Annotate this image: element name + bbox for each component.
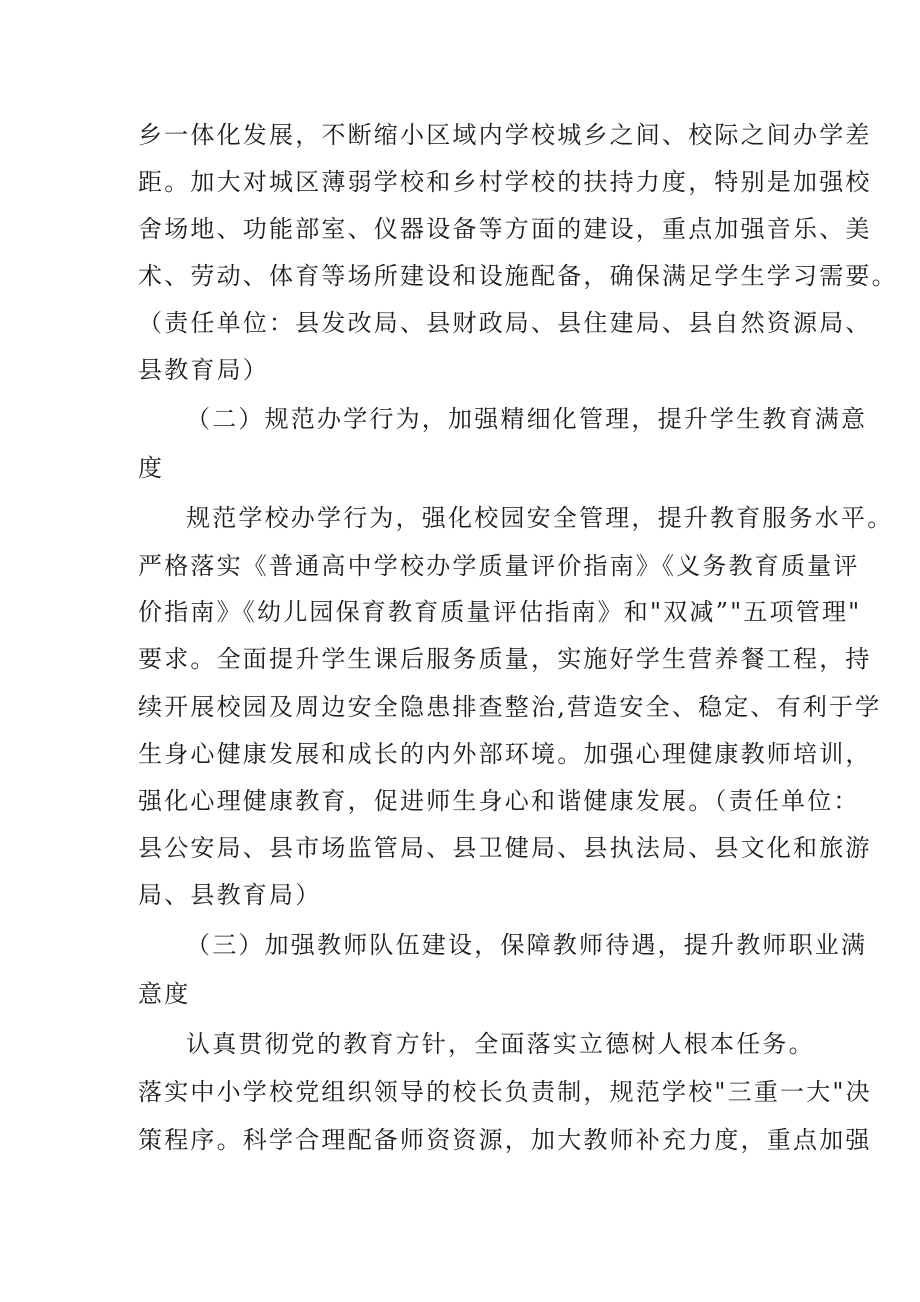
heading-line: （二）规范办学行为，加强精细化管理，提升学生教育满意 <box>186 405 868 433</box>
text-line: 生身心健康发展和成长的内外部环境。加强心理健康教师培训， <box>138 740 872 768</box>
text-line: 规范学校办学行为，强化校园安全管理，提升教育服务水平。 <box>186 504 894 532</box>
text-line: 落实中小学校党组织领导的校长负责制，规范学校"三重一大"决 <box>138 1078 872 1106</box>
text-line: 强化心理健康教育，促进师生身心和谐健康发展。（责任单位： <box>138 787 860 815</box>
text-line: （责任单位：县发改局、县财政局、县住建局、县自然资源局、 <box>138 309 872 337</box>
text-line: 要求。全面提升学生课后服务质量，实施好学生营养餐工程，持 <box>138 645 872 673</box>
text-line: 价指南》《幼儿园保育教育质量评估指南》和"双减”"五项管理" <box>138 598 862 626</box>
heading-line: 度 <box>138 454 165 482</box>
text-line: 县公安局、县市场监管局、县卫健局、县执法局、县文化和旅游 <box>138 834 872 862</box>
text-line: 策程序。科学合理配备师资资源，加大教师补充力度，重点加强 <box>138 1126 872 1154</box>
text-line: 续开展校园及周边安全隐患排查整治,营造安全、稳定、有利于学 <box>138 693 882 721</box>
text-line: 舍场地、功能部室、仪器设备等方面的建设，重点加强音乐、美 <box>138 215 872 243</box>
text-line: 局、县教育局） <box>138 881 322 909</box>
text-line: 严格落实《普通高中学校办学质量评价指南》《义务教育质量评 <box>138 552 860 580</box>
text-line: 县教育局） <box>138 356 269 384</box>
text-line: 乡一体化发展，不断缩小区域内学校城乡之间、校际之间办学差 <box>138 121 872 149</box>
heading-line: 意度 <box>138 980 191 1008</box>
heading-line: （三）加强教师队伍建设，保障教师待遇，提升教师职业满 <box>186 931 868 959</box>
text-line: 认真贯彻党的教育方针，全面落实立德树人根本任务。 <box>186 1030 815 1058</box>
text-line: 距。加大对城区薄弱学校和乡村学校的扶持力度，特别是加强校 <box>138 168 872 196</box>
text-line: 术、劳动、体育等场所建设和设施配备，确保满足学生学习需要。 <box>138 262 898 290</box>
